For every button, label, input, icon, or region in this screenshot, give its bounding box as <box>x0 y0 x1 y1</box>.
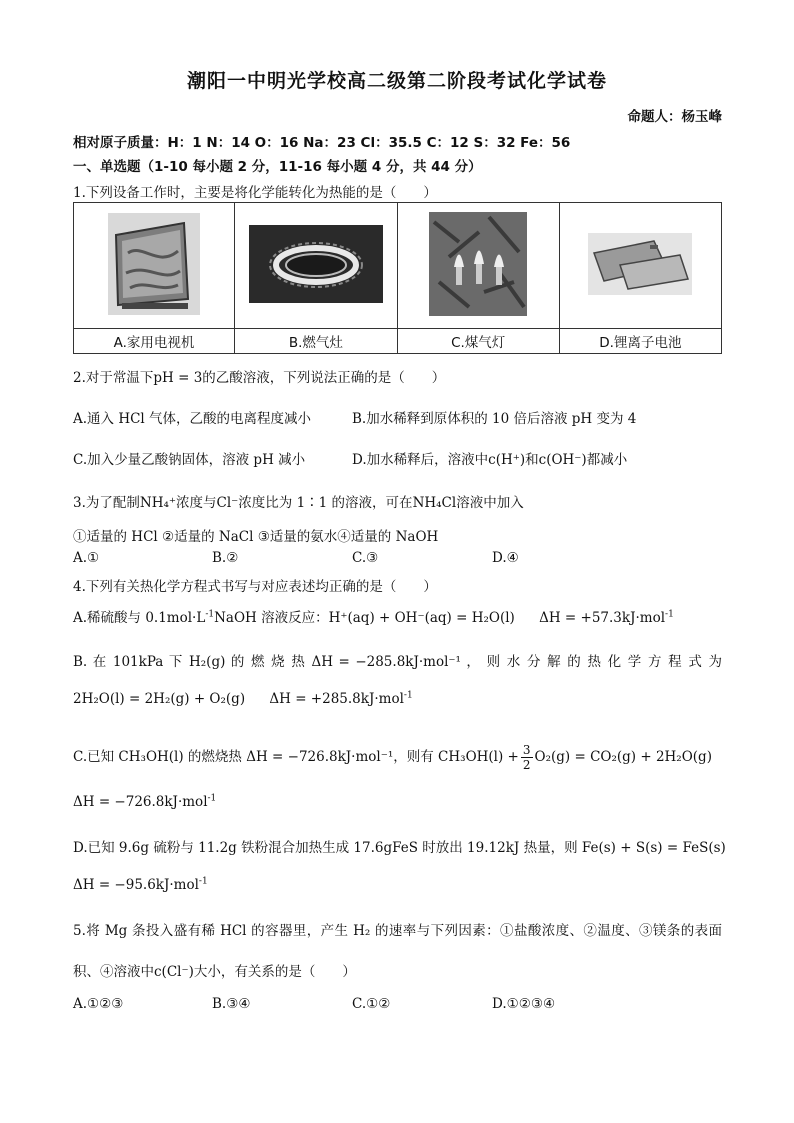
q2-stem-part-2: 的乙酸溶液，下列说法正确的是（ ） <box>202 370 446 386</box>
section-heading: 一、单选题（1-10 每小题 2 分，11-16 每小题 4 分，共 44 分） <box>73 159 482 175</box>
q3-cl-formula: Cl⁻ <box>216 495 239 511</box>
q3-items: ①适量的 HCl ②适量的 NaCl ③适量的氨水④适量的 NaOH <box>73 529 439 545</box>
option-c-image-cell <box>397 203 559 329</box>
q4-option-b-equation <box>73 691 413 707</box>
q5-stem-part-2: 大小，有关系的是（ ） <box>193 964 356 980</box>
q2-d-h-plus: c(H⁺) <box>488 452 526 468</box>
option-d-caption: D.锂离子电池 <box>559 329 721 354</box>
q4-option-d-dh-line <box>73 877 208 893</box>
question-1-stem: 1.下列设备工作时，主要是将化学能转化为热能的是（ ） <box>73 185 437 201</box>
q4-c-text: C.已知 CH₃OH(l) 的燃烧热 ΔH = −726.8kJ·mol⁻¹，则有 CH₃OH(l) + <box>73 749 519 765</box>
q2-option-c: C.加入少量乙酸钠固体，溶液 pH 减小 <box>73 452 306 468</box>
question-2-stem <box>73 366 445 386</box>
question-3-stem <box>73 491 524 511</box>
q4-a-sup: -1 <box>205 609 215 620</box>
page-title: 潮阳一中明光学校高二级第二阶段考试化学试卷 <box>186 70 607 92</box>
question-5-stem-line-2 <box>73 960 356 980</box>
q4-a-equation: H⁺(aq) + OH⁻(aq) = H₂O(l) <box>328 610 515 626</box>
option-b-caption: B.燃气灶 <box>235 329 398 354</box>
tv-photo <box>108 213 200 319</box>
q3-option-c: C.③ <box>352 550 379 566</box>
q4-c-frac-num: 3 <box>522 743 531 757</box>
q4-option-c <box>73 743 712 772</box>
q3-nh4-formula: NH₄⁺ <box>139 495 177 511</box>
q2-stem-formula: pH = 3 <box>153 370 203 386</box>
q3-stem-part-3: 浓度比为 1∶1 的溶液，可在 <box>238 495 413 511</box>
q4-a-text: A.稀硫酸与 0.1mol·L <box>73 610 206 626</box>
q4-c-text-2: O₂(g) = CO₂(g) + 2H₂O(g) <box>534 749 712 765</box>
question-1-image-table <box>73 202 722 354</box>
q4-c-dh: ΔH = −726.8kJ·mol <box>73 794 208 810</box>
q4-d-dh-sup: -1 <box>198 876 208 887</box>
q4-c-frac-den: 2 <box>522 758 531 772</box>
q4-b-dh: ΔH = +285.8kJ·mol <box>269 691 404 707</box>
question-4-stem: 4.下列有关热化学方程式书写与对应表述均正确的是（ ） <box>73 579 437 595</box>
q2-d-part-3: 都减小 <box>586 452 628 468</box>
q4-c-dh-sup: -1 <box>207 793 217 804</box>
q5-option-c: C.①② <box>352 996 391 1012</box>
q4-b-eq: 2H₂O(l) = 2H₂(g) + O₂(g) <box>73 691 246 707</box>
q4-b-dh-sup: -1 <box>403 690 413 701</box>
q4-a-dh: ΔH = +57.3kJ·mol <box>539 610 666 626</box>
question-5-stem-line-1: 5.将 Mg 条投入盛有稀 HCl 的容器里，产生 H₂ 的速率与下列因素：①盐酸浓度、②温度、③镁条的表面 <box>73 923 722 939</box>
q2-option-d <box>352 448 627 468</box>
q2-option-a: A.通入 HCl 气体，乙酸的电离程度减小 <box>73 411 312 427</box>
q4-option-d: D.已知 9.6g 硫粉与 11.2g 铁粉混合加热生成 17.6gFeS 时放出 19.12kJ 热量，则 Fe(s) + S(s) = FeS(s) <box>73 840 726 856</box>
q3-nh4cl-formula: NH₄Cl <box>412 495 457 511</box>
q4-c-fraction <box>521 743 533 772</box>
q2-d-part-1: D.加水稀释后，溶液中 <box>352 452 489 468</box>
q5-option-b: B.③④ <box>212 996 251 1012</box>
option-a-image-cell <box>74 203 235 329</box>
q2-stem-part-1: 2.对于常温下 <box>73 370 154 386</box>
q2-d-oh-minus: c(OH⁻) <box>538 452 587 468</box>
q4-option-b: B. 在 101kPa 下 H₂(g) 的 燃 烧 热 ΔH = −285.8kJ·mol⁻¹ ， 则 水 分 解 的 热 化 学 方 程 式 为 <box>73 654 722 670</box>
q5-option-d: D.①②③④ <box>492 996 556 1012</box>
q3-stem-part-2: 浓度与 <box>176 495 217 511</box>
q3-option-b: B.② <box>212 550 239 566</box>
q4-a-dh-sup: -1 <box>665 609 674 620</box>
option-a-caption: A.家用电视机 <box>74 329 235 354</box>
q3-stem-part-4: 溶液中加入 <box>456 495 524 511</box>
author-label: 命题人：杨玉峰 <box>627 109 722 125</box>
q3-option-a: A.① <box>73 550 100 566</box>
gas-lamp-photo <box>429 212 527 320</box>
q3-option-d: D.④ <box>492 550 519 566</box>
q2-option-b: B.加水稀释到原体积的 10 倍后溶液 pH 变为 4 <box>352 411 637 427</box>
option-d-image-cell <box>559 203 721 329</box>
gas-stove-photo <box>249 225 383 307</box>
option-c-caption: C.煤气灯 <box>397 329 559 354</box>
q4-a-text-2: NaOH 溶液反应： <box>214 610 329 626</box>
option-b-image-cell <box>235 203 398 329</box>
lithium-battery-photo <box>588 233 692 299</box>
q3-stem-part-1: 3.为了配制 <box>73 495 140 511</box>
q4-option-a <box>73 606 674 626</box>
q5-stem-part-1: 积、④溶液中 <box>73 964 154 980</box>
q5-option-a: A.①②③ <box>73 996 124 1012</box>
q5-cl-conc: c(Cl⁻) <box>154 964 194 980</box>
q4-d-dh: ΔH = −95.6kJ·mol <box>73 877 199 893</box>
q2-d-part-2: 和 <box>525 452 539 468</box>
q4-option-c-dh-line <box>73 794 216 810</box>
atomic-mass-line: 相对原子质量：H：1 N：14 O：16 Na：23 Cl：35.5 C：12 S：32 Fe：56 <box>73 135 571 151</box>
